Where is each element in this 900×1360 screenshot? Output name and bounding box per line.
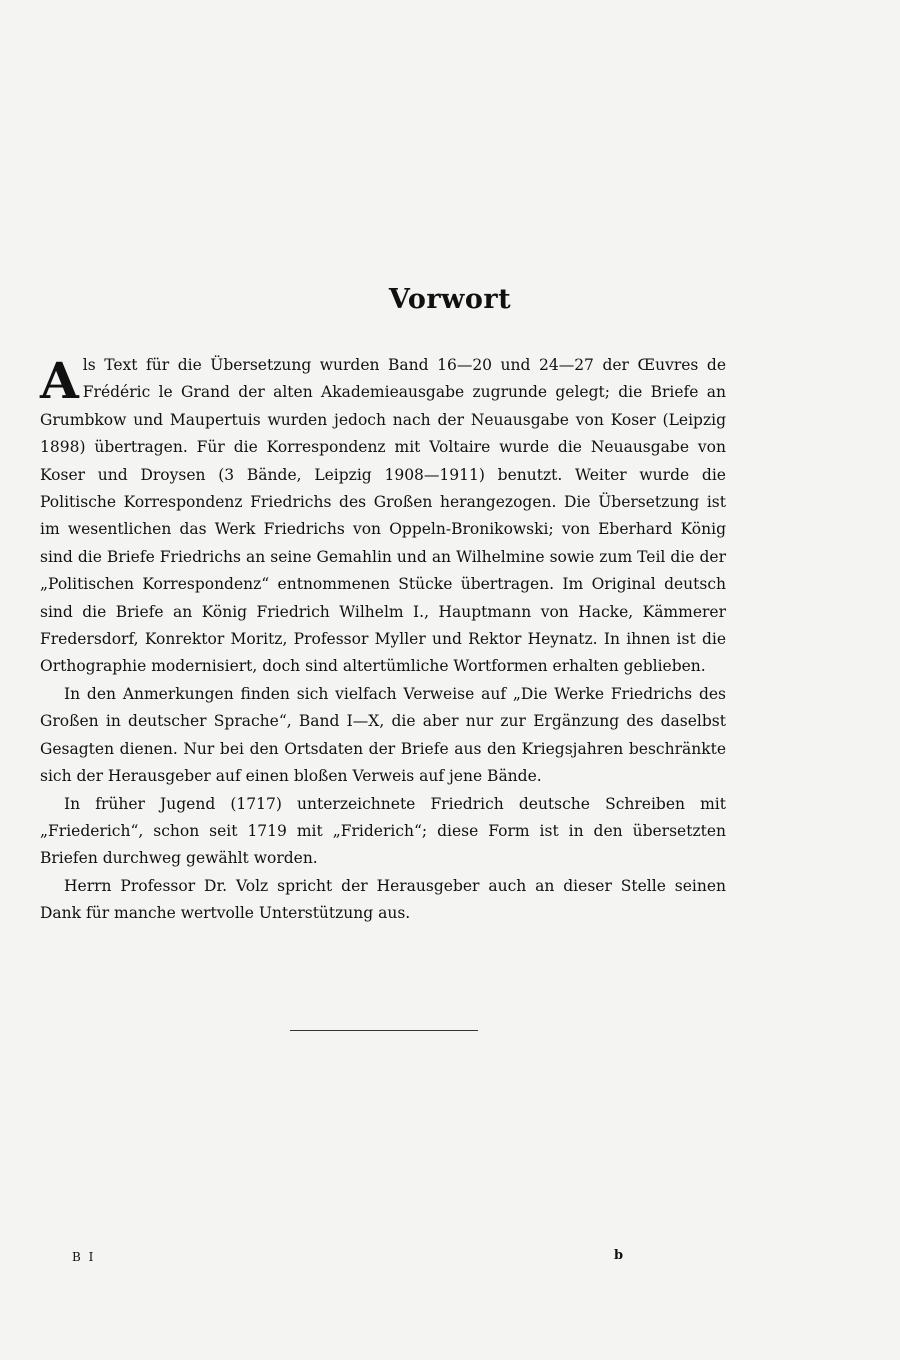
paragraph-1 [40, 352, 726, 681]
paragraph-1-text: ls Text für die Übersetzung wurden Band 16—20 und 24—27 der Œuvres de Frédéric le Grand der alten Akademieausgabe zugrunde gelegt; die Briefe an Grumbkow und Maupertuis wurden jedoch nach der Neuausgabe von Koser (Leipzig 1898) übertragen. Für die Korrespondenz mit Voltaire wurde die Neuausgabe von Koser und Droysen (3 Bände, Leipzig 1908—1911) benutzt. Weiter wurde die Politische Korrespondenz Friedrichs des Großen herangezogen. Die Übersetzung ist im wesentlichen das Werk Friedrichs von Oppeln-Bronikowski; von Eberhard König sind die Briefe Friedrichs an seine Gemahlin und an Wilhelmine sowie zum Teil die der „Politischen Korrespondenz“ entnommenen Stücke übertragen. Im Original deutsch sind die Briefe an König Friedrich Wilhelm I., Hauptmann von Hacke, Kämmerer Fredersdorf, Konrektor Moritz, Professor Myller und Rektor Heynatz. In ihnen ist die Orthographie modernisiert, doch sind altertümliche Wortformen erhalten geblieben. [40, 356, 726, 676]
paragraph-2: In den Anmerkungen finden sich vielfach Verweise auf „Die Werke Friedrichs des Großen in deutscher Sprache“, Band I—X, die aber nur zur Ergänzung des daselbst Gesagten dienen. Nur bei den Ortsdaten der Briefe aus den Kriegsjahren beschränkte sich der Herausgeber auf einen bloßen Verweis auf jene Bände. [40, 684, 726, 786]
section-divider [290, 1030, 478, 1031]
page-title: Vorwort [388, 284, 512, 315]
footer-signature: B I [72, 1250, 96, 1264]
footer-mark: b [614, 1248, 624, 1263]
body-text [40, 352, 726, 928]
paragraph-3: In früher Jugend (1717) unterzeichnete Friedrich deutsche Schreiben mit „Friederich“, schon seit 1719 mit „Friderich“; diese Form ist in den übersetzten Briefen durchweg gewählt worden. [40, 794, 726, 868]
drop-cap: A [40, 351, 79, 410]
paragraph-4: Herrn Professor Dr. Volz spricht der Herausgeber auch an dieser Stelle seinen Dank für manche wertvolle Unterstützung aus. [40, 876, 726, 923]
